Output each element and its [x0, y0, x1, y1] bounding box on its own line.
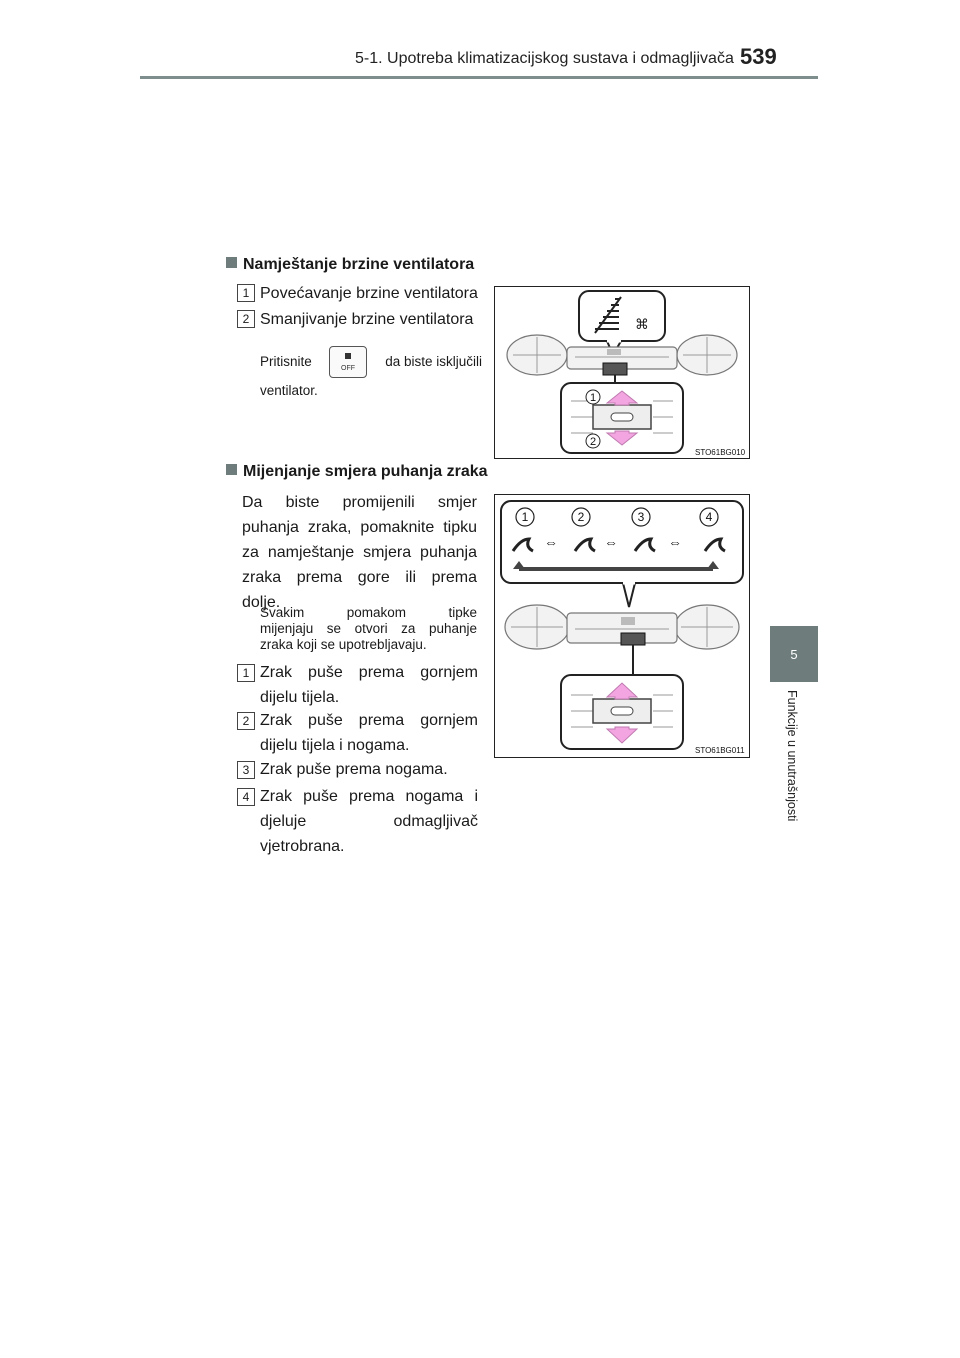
callout-badge: 2: [237, 310, 255, 328]
note-turn-off-fan: [260, 346, 482, 400]
list-item: Povećavanje brzine ventilatora: [260, 285, 478, 302]
chapter-tab: [770, 626, 818, 682]
list-item: [260, 660, 478, 710]
running-header-title: 5-1. Upotreba klimatizacijskog sustava i odmagljivača: [355, 50, 734, 67]
note-text: ventilator.: [260, 383, 318, 398]
figure-callout: 1: [589, 392, 597, 404]
callout-badge: 1: [237, 664, 255, 682]
list-item: Smanjivanje brzine ventilatora: [260, 311, 474, 328]
note-line: zraka koji se upotrebljavaju.: [260, 637, 427, 652]
list-item-line: dijelu tijela i nogama.: [260, 737, 410, 754]
list-item: [260, 757, 478, 782]
figure-callout: 2: [589, 436, 597, 448]
list-item-line: vjetrobrana.: [260, 838, 345, 855]
square-bullet-icon: [226, 257, 237, 268]
callout-badge: 3: [237, 761, 255, 779]
figure-callout: 4: [705, 510, 713, 524]
svg-text:⌘: ⌘: [635, 316, 649, 332]
callout-badge: 4: [237, 788, 255, 806]
svg-text:⇔: ⇔: [668, 534, 682, 550]
intro-line: za namještanje smjera puhanja: [242, 544, 477, 561]
section-heading-text: Namještanje brzine ventilatora: [243, 256, 475, 273]
note-text: Pritisnite: [260, 354, 312, 369]
airflow-illustration: [495, 495, 749, 757]
figure-code: STO61BG010: [695, 448, 746, 457]
figure-callout: 1: [521, 510, 529, 524]
svg-text:⇔: ⇔: [604, 534, 618, 550]
list-item-line: Zrak puše prema gornjem: [260, 664, 478, 681]
intro-line: zraka prema gore ili prema: [242, 569, 477, 586]
section2-note: [260, 605, 477, 653]
header-rule: [140, 76, 818, 79]
list-item: [260, 784, 478, 859]
list-item: [260, 708, 478, 758]
note-line: mijenjaju se otvori za puhanje: [260, 621, 477, 636]
off-button-label: OFF: [341, 365, 356, 372]
chapter-number: 5: [790, 646, 798, 662]
intro-line: Da biste promijenili smjer: [242, 494, 477, 511]
figure-fan-speed: [494, 286, 750, 459]
section-heading-airflow: [226, 463, 488, 481]
section2-intro: [242, 490, 477, 615]
page-number: 539: [740, 44, 777, 69]
figure-callout: 3: [637, 510, 645, 524]
intro-line: dolje.: [242, 594, 281, 611]
list-item-line: Zrak puše prema nogama.: [260, 761, 448, 778]
chapter-label-text: Funkcije u unutrašnjosti: [785, 690, 799, 822]
note-line: Svakim pomakom tipke: [260, 605, 477, 620]
callout-badge: 1: [237, 284, 255, 302]
list-item-line: dijelu tijela.: [260, 689, 340, 706]
list-item-line: Zrak puše prema gornjem: [260, 712, 478, 729]
svg-text:⇔: ⇔: [544, 534, 558, 550]
figure-callout: 2: [577, 510, 585, 524]
note-text: da biste isključili: [385, 354, 482, 369]
list-item-line: Zrak puše prema nogama i: [260, 788, 478, 805]
fan-speed-illustration: [495, 287, 749, 458]
section-heading-fan-speed: [226, 256, 474, 274]
figure-airflow: [494, 494, 750, 758]
intro-line: puhanja zraka, pomaknite tipku: [242, 519, 477, 536]
square-bullet-icon: [226, 464, 237, 475]
callout-badge: 2: [237, 712, 255, 730]
fan-off-button-icon: [329, 346, 367, 378]
section-heading-text: Mijenjanje smjera puhanja zraka: [243, 463, 488, 480]
list-item-line: djeluje odmagljivač: [260, 813, 478, 830]
figure-code: STO61BG011: [695, 746, 745, 755]
chapter-label: [783, 690, 803, 850]
